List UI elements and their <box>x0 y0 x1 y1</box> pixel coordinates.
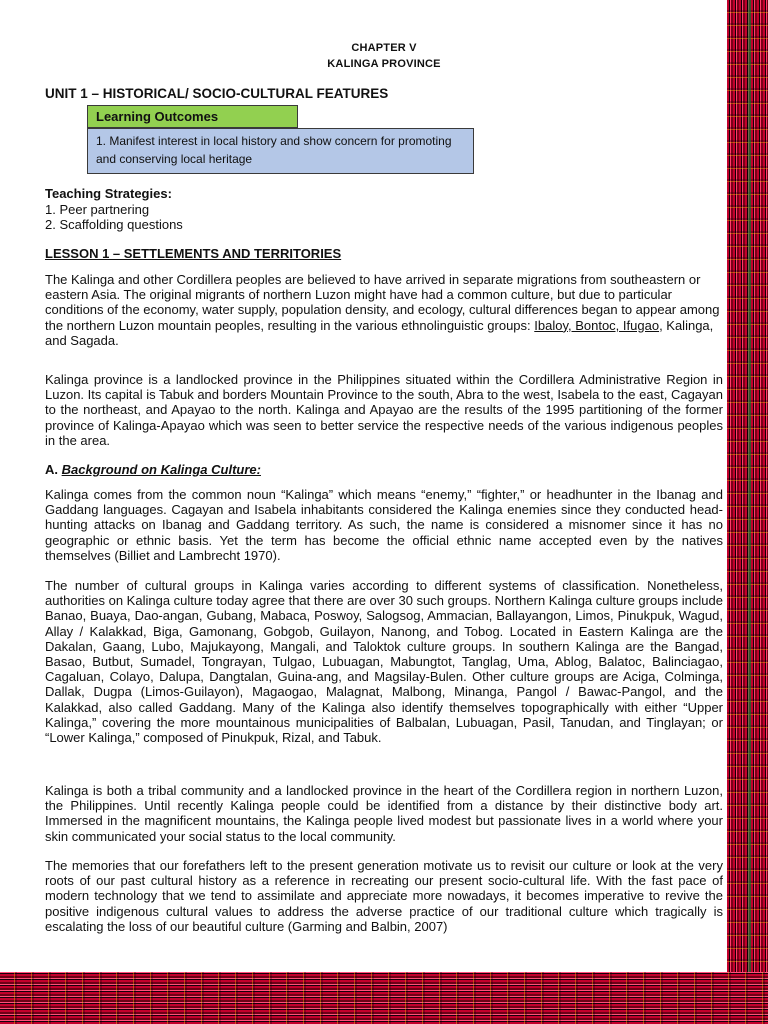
chapter-heading <box>45 40 723 72</box>
textile-border-stripe <box>748 0 751 1024</box>
paragraph-tribal-community: Kalinga is both a tribal community and a landlocked province in the heart of the Cordillera region in northern Luzon, the Philippines. Until recently Kalinga people could be identified from a distance by their distinctive body art. Immersed in the magnificent mountains, the Kalinga people lived modest but passionate lives in a world where your skin communicated your social status to the local community. <box>45 783 723 844</box>
learning-outcomes-header: Learning Outcomes <box>87 105 298 128</box>
paragraph-text: , Kalinga, and Sagada. <box>45 317 714 348</box>
section-a-heading <box>45 462 261 477</box>
teaching-strategies-heading: Teaching Strategies: <box>45 186 172 201</box>
teaching-strategies <box>45 186 183 233</box>
unit-title: UNIT 1 – HISTORICAL/ SOCIO-CULTURAL FEATURES <box>45 86 389 101</box>
strategy-item: 2. Scaffolding questions <box>45 217 183 232</box>
paragraph-province: Kalinga province is a landlocked province in the Philippines situated within the Cordillera Administrative Region in Luzon. Its capital is Tabuk and borders Mountain Province to the south, Abra to the west, Isabela to the east, Cagayan to the northeast, and Apayao to the north. Kalinga and Apayao are the results of the 1995 partitioning of the former province of Kalinga-Apayao which was seen to better service the respective needs of the various indigenous peoples in the area. <box>45 372 723 448</box>
paragraph-migrations <box>45 272 723 348</box>
section-a-title: Background on Kalinga Culture: <box>61 462 261 477</box>
lesson-title: LESSON 1 – SETTLEMENTS AND TERRITORIES <box>45 246 342 261</box>
chapter-title: KALINGA PROVINCE <box>327 58 441 70</box>
strategy-item: 1. Peer partnering <box>45 201 150 217</box>
paragraph-memories: The memories that our forefathers left to the present generation motivate us to revisit our culture or look at the very roots of our past cultural history as a reference in recreating our present socio-cultural life. With the fast pace of modern technology that we tend to assimilate and appreciate more nowadays, it becomes imperative to revive the positive indigenous cultural values to address the adverse practice of our traditional culture which tragically is escalating the loss of our beautiful culture (Garming and Balbin, 2007) <box>45 858 723 934</box>
chapter-number: CHAPTER V <box>351 42 417 54</box>
learning-outcomes-box: 1. Manifest interest in local history and show concern for promoting and conserving local heritage <box>87 128 474 174</box>
paragraph-cultural-groups: The number of cultural groups in Kalinga varies according to different systems of classification. Nonetheless, authorities on Kalinga culture today agree that there are over 30 such groups. Northern Kalinga culture groups include Banao, Buaya, Dao-angan, Gubang, Mabaca, Poswoy, Salogsog, Ammacian, Ballayangon, Limos, Pinukpuk, Wagud, Allay / Kalakkad, Biga, Gamonang, Gobgob, Guilayon, Nanong, and Tobog. Located in Eastern Kalinga are the Dakalan, Gaang, Lubo, Majukayong, Mangali, and Taloktok culture groups. In southern Kalinga are the Bangad, Basao, Butbut, Sumadel, Tongrayan, Tulgao, Lubuagan, Mabungtot, Tanglag, Uma, Ablog, Balatoc, Balinciagao, Cagaluan, Colayo, Dalupa, Dangtalan, Guina-ang, and Magsilay-Bulen. Other culture groups are Aciga, Colminga, Dallak, Dugpa (Limos-Guilayon), Magaogao, Malagnat, Malbong, Minanga, Pangol / Bawac-Pangol, and the Kalakkad, also called Gaddang. Many of the Kalinga also identify themselves topographically with either “Upper Kalinga,” covering the more mountainous municipalities of Balbalan, Lubuagan, Pasil, Tanudan, and Tinglayan; or “Lower Kalinga,” composed of Pinukpuk, Rizal, and Tabuk. <box>45 578 723 746</box>
textile-border-bottom <box>0 972 768 1024</box>
paragraph-text: The Kalinga and other Cordillera peoples are believed to have arrived in separate migrations from southeastern or eastern Asia. The original migrants of northern Luzon might have had a common culture, but due to particular conditions of the economy, water supply, population density, and ecology, cultural differences began to appear among the northern Luzon mountain peoples, resulting in the various ethnolinguistic groups: <box>45 272 720 333</box>
paragraph-name-origin: Kalinga comes from the common noun “Kalinga” which means “enemy,” “fighter,” or headhunter in the Ibanag and Gaddang languages. Cagayan and Isabela inhabitants considered the Kalinga enemies since they conducted head-hunting attacks on Ibanag and Gaddang territory. As such, the name is considered a misnomer since it has no geographic or ethnic basis. Yet the term has become the official ethnic name accepted even by the natives themselves (Billiet and Lambrecht 1970). <box>45 487 723 563</box>
ethnolinguistic-groups-link[interactable]: Ibaloy, Bontoc, Ifugao <box>534 317 660 333</box>
section-a-label: A. <box>45 462 62 477</box>
